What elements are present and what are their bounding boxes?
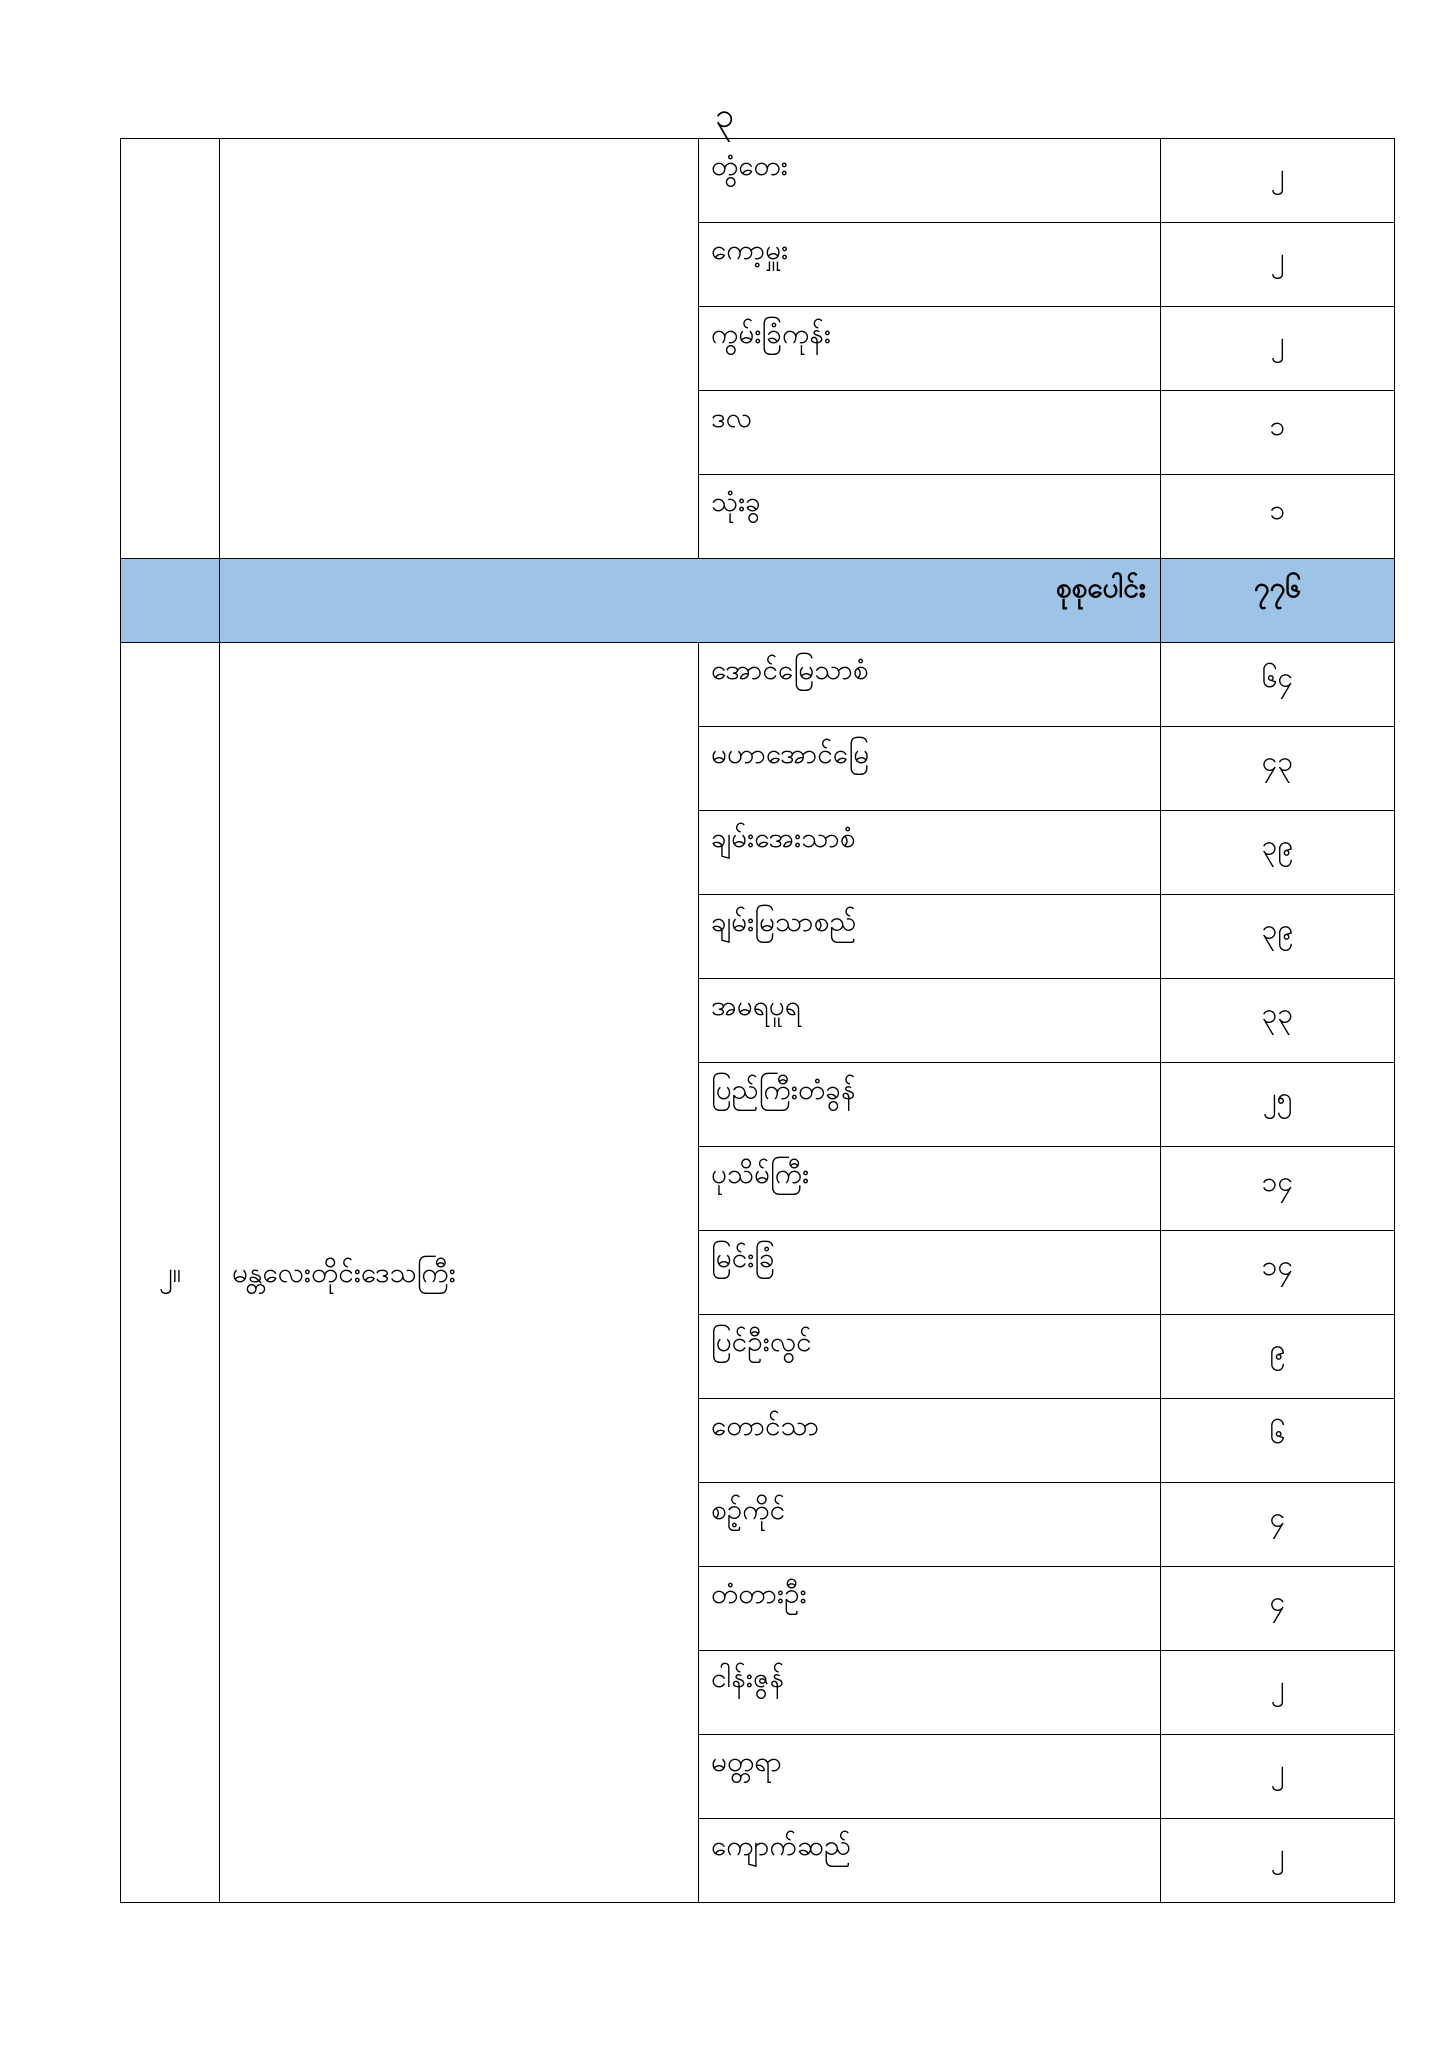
- section-number: ၂။: [121, 643, 220, 1903]
- township-name: စဉ့်ကိုင်: [699, 1483, 1161, 1567]
- township-count: ၆၄: [1161, 643, 1395, 727]
- township-name: အောင်မြေသာစံ: [699, 643, 1161, 727]
- township-name: တွံတေး: [699, 139, 1161, 223]
- township-count: ၂: [1161, 223, 1395, 307]
- total-row: [121, 559, 1395, 643]
- township-name: မဟာအောင်မြေ: [699, 727, 1161, 811]
- number-cell-empty: [121, 139, 220, 559]
- township-count: ၂: [1161, 1819, 1395, 1903]
- township-count: ၂: [1161, 307, 1395, 391]
- township-count: ၂: [1161, 139, 1395, 223]
- township-name: ငါန်းဇွန်: [699, 1651, 1161, 1735]
- township-name: ပုသိမ်ကြီး: [699, 1147, 1161, 1231]
- total-value: ၇၇၆: [1161, 559, 1395, 643]
- township-name: ပြည်ကြီးတံခွန်: [699, 1063, 1161, 1147]
- township-count: ၄: [1161, 1567, 1395, 1651]
- township-count: ၄၃: [1161, 727, 1395, 811]
- township-count: ၁: [1161, 391, 1395, 475]
- township-name: မြင်းခြံ: [699, 1231, 1161, 1315]
- township-count-table: [120, 138, 1395, 1903]
- township-count: ၂: [1161, 1735, 1395, 1819]
- region-cell-empty: [220, 139, 699, 559]
- township-count: ၁: [1161, 475, 1395, 559]
- township-name: ချမ်းအေးသာစံ: [699, 811, 1161, 895]
- township-count: ၉: [1161, 1315, 1395, 1399]
- township-name: သုံးခွ: [699, 475, 1161, 559]
- page-number: ၃: [714, 96, 735, 136]
- township-count: ၃၉: [1161, 811, 1395, 895]
- total-number-cell: [121, 559, 220, 643]
- township-count: ၆: [1161, 1399, 1395, 1483]
- township-count: ၂၅: [1161, 1063, 1395, 1147]
- township-name: တံတားဦး: [699, 1567, 1161, 1651]
- township-name: ကျောက်ဆည်: [699, 1819, 1161, 1903]
- total-label: စုစုပေါင်း: [220, 559, 1161, 643]
- township-name: ကွမ်းခြံကုန်း: [699, 307, 1161, 391]
- table-row: [121, 643, 1395, 727]
- township-count: ၂: [1161, 1651, 1395, 1735]
- table-row: [121, 139, 1395, 223]
- township-name: ချမ်းမြသာစည်: [699, 895, 1161, 979]
- township-count: ၄: [1161, 1483, 1395, 1567]
- township-count: ၃၉: [1161, 895, 1395, 979]
- region-name: မန္တလေးတိုင်းဒေသကြီး: [220, 643, 699, 1903]
- township-count: ၁၄: [1161, 1231, 1395, 1315]
- township-name: အမရပူရ: [699, 979, 1161, 1063]
- township-name: ပြင်ဦးလွင်: [699, 1315, 1161, 1399]
- township-name: တောင်သာ: [699, 1399, 1161, 1483]
- township-count: ၁၄: [1161, 1147, 1395, 1231]
- township-name: ဒလ: [699, 391, 1161, 475]
- township-name: မတ္တရာ: [699, 1735, 1161, 1819]
- township-count: ၃၃: [1161, 979, 1395, 1063]
- township-name: ကော့မှူး: [699, 223, 1161, 307]
